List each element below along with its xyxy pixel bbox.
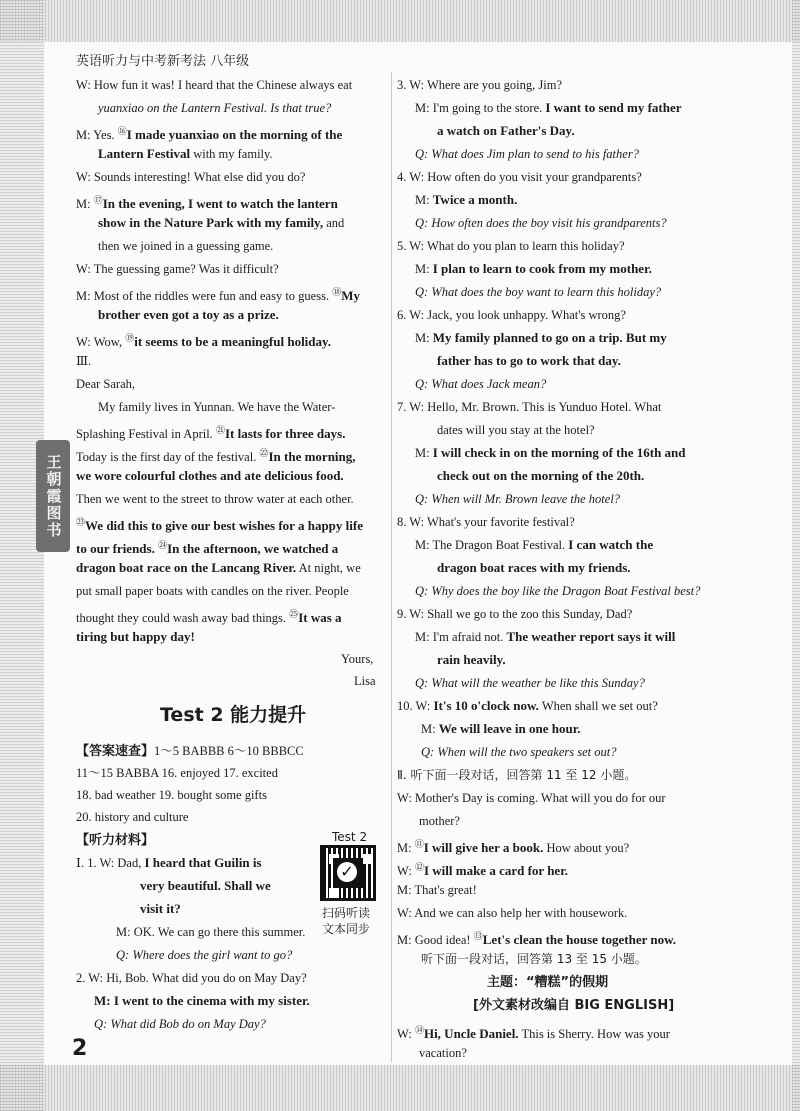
item-10-q: Q: When will the two speakers set out?: [421, 745, 617, 759]
item-9-m-cont: rain heavily.: [437, 652, 506, 667]
item-7-w-cont: dates will you stay at the hotel?: [437, 423, 595, 437]
dialogue-line: yuanxiao on the Lantern Festival. Is that true?: [98, 101, 332, 115]
item-6-m: M: My family planned to go on a trip. But my: [415, 330, 667, 345]
dialogue-c-line: vacation?: [419, 1046, 467, 1060]
column-divider: [391, 72, 392, 1062]
dialogue-b-line: W: ⑫I will make a card for her.: [397, 862, 569, 879]
question-2-prompt: Q: What did Bob do on May Day?: [94, 1017, 266, 1031]
item-7-q: Q: When will Mr. Brown leave the hotel?: [415, 492, 621, 506]
qr-caption-top: Test 2: [332, 830, 368, 844]
qr-caption-line-1: 扫码听读: [322, 906, 371, 920]
letter-greeting: Dear Sarah,: [76, 377, 135, 391]
item-6-q: Q: What does Jack mean?: [415, 377, 547, 391]
letter-line: we wore colourful clothes and ate delicious food.: [76, 468, 344, 483]
item-7-m-cont: check out on the morning of the 20th.: [437, 468, 645, 483]
listening-label: 【听力材料】: [76, 833, 155, 848]
item-7-m: M: I will check in on the morning of the 16th and: [415, 445, 686, 460]
dialogue-b-line: W: Mother's Day is coming. What will you do for our: [397, 791, 666, 805]
dialogue-c-line: W: ⑭Hi, Uncle Daniel. This is Sherry. How was your: [397, 1025, 670, 1042]
item-5-w: 5. W: What do you plan to learn this holiday?: [397, 239, 625, 253]
test-title: Test 2 能力提升: [160, 704, 307, 726]
side-tab: 王朝霞图书: [36, 440, 70, 552]
item-3-w: 3. W: Where are you going, Jim?: [397, 78, 563, 92]
dialogue-line: then we joined in a guessing game.: [98, 239, 274, 253]
section-13-intro: 听下面一段对话，回答第 13 至 15 小题。: [421, 952, 647, 966]
item-4-m: M: Twice a month.: [415, 192, 518, 207]
item-8-w: 8. W: What's your favorite festival?: [397, 515, 575, 529]
dialogue-b-line: M: Good idea! ⑬Let's clean the house together now.: [397, 931, 677, 948]
letter-line: tiring but happy day!: [76, 629, 195, 644]
question-2-reply: M: I went to the cinema with my sister.: [94, 993, 310, 1008]
item-7-w: 7. W: Hello, Mr. Brown. This is Yunduo Hotel. What: [397, 400, 662, 414]
dialogue-line: M: Yes. ⑯I made yuanxiao on the morning of the: [76, 126, 343, 143]
item-8-m: M: The Dragon Boat Festival. I can watch the: [415, 537, 654, 552]
dialogue-line: M: ⑰In the evening, I went to watch the lantern: [76, 195, 338, 212]
qr-code[interactable]: [320, 845, 376, 901]
dialogue-b-line: mother?: [419, 814, 460, 828]
item-8-m-cont: dragon boat races with my friends.: [437, 560, 631, 575]
letter-line: Then we went to the street to throw water at each other.: [76, 492, 354, 506]
letter-closing: Yours,: [341, 652, 374, 666]
letter-line: put small paper boats with candles on the river. People: [76, 584, 349, 598]
item-10-w: 10. W: It's 10 o'clock now. When shall we set out?: [397, 698, 658, 713]
dialogue-line: brother even got a toy as a prize.: [98, 307, 279, 322]
qr-caption-line-2: 文本同步: [322, 922, 371, 936]
page-number: 2: [72, 1036, 88, 1061]
letter-line: Today is the first day of the festival. $^㉒$In the morning,: [76, 448, 356, 465]
dialogue-line: W: Sounds interesting! What else did you do?: [76, 170, 306, 184]
question-1-line: Ⅰ. 1. W: Dad, I heard that Guilin is: [76, 855, 262, 870]
dialogue-b-line: W: And we can also help her with housework.: [397, 906, 628, 920]
letter-line: thought they could wash away bad things. $^㉕$It was a: [76, 609, 342, 626]
letter-line: My family lives in Yunnan. We have the Water-: [98, 400, 336, 414]
item-8-q: Q: Why does the boy like the Dragon Boat Festival best?: [415, 584, 701, 598]
item-9-q: Q: What will the weather be like this Sunday?: [415, 676, 645, 690]
scan-border-bottom: [0, 1065, 800, 1111]
question-1-line: visit it?: [140, 901, 181, 916]
letter-line: dragon boat race on the Lancang River. At night, we: [76, 560, 361, 575]
item-4-q: Q: How often does the boy visit his grandparents?: [415, 216, 667, 230]
dialogue-line: M: Most of the riddles were fun and easy to guess. ⑱My: [76, 287, 360, 304]
dialogue-line: W: The guessing game? Was it difficult?: [76, 262, 279, 276]
letter-line: to our friends. $^㉔$In the afternoon, we watched a: [76, 540, 339, 557]
answer-row: 18. bad weather 19. bought some gifts: [76, 788, 267, 802]
scan-border-left: [0, 0, 44, 1111]
item-3-m-cont: a watch on Father's Day.: [437, 123, 575, 138]
question-1-reply: M: OK. We can go there this summer.: [116, 925, 306, 939]
item-3-m: M: I'm going to the store. I want to send my father: [415, 100, 682, 115]
answer-row: 20. history and culture: [76, 810, 189, 824]
question-1-prompt: Q: Where does the girl want to go?: [116, 948, 293, 962]
letter-signature: Lisa: [354, 674, 376, 688]
check-icon: ✓: [337, 862, 357, 882]
question-1-line: very beautiful. Shall we: [140, 878, 271, 893]
item-6-m-cont: father has to go to work that day.: [437, 353, 621, 368]
dialogue-line: show in the Nature Park with my family, and: [98, 215, 345, 230]
answer-row: 11～15 BABBA 16. enjoyed 17. excited: [76, 766, 278, 780]
dialogue-line: Lantern Festival with my family.: [98, 146, 273, 161]
item-10-m: M: We will leave in one hour.: [421, 721, 581, 736]
answer-row: 【答案速查】1～5 BABBB 6～10 BBBCC: [76, 744, 304, 759]
item-3-q: Q: What does Jim plan to send to his father?: [415, 147, 639, 161]
theme-heading: 主题：“糟糕”的假期: [487, 975, 609, 990]
item-9-m: M: I'm afraid not. The weather report says it will: [415, 629, 676, 644]
item-4-w: 4. W: How often do you visit your grandparents?: [397, 170, 642, 184]
item-5-q: Q: What does the boy want to learn this holiday?: [415, 285, 662, 299]
letter-line: $^㉓$We did this to give our best wishes for a happy life: [76, 517, 363, 534]
dialogue-b-line: M: ⑪I will give her a book. How about you?: [397, 839, 630, 856]
item-5-m: M: I plan to learn to cook from my mother.: [415, 261, 652, 276]
item-6-w: 6. W: Jack, you look unhappy. What's wrong?: [397, 308, 626, 322]
dialogue-b-line: M: That's great!: [397, 883, 477, 897]
item-9-w: 9. W: Shall we go to the zoo this Sunday, Dad?: [397, 607, 633, 621]
dialogue-line: W: How fun it was! I heard that the Chinese always eat: [76, 78, 353, 92]
scan-border-top: [0, 0, 800, 42]
running-header: 英语听力与中考新考法 八年级: [76, 54, 250, 69]
section-2-intro: Ⅱ. 听下面一段对话，回答第 11 至 12 小题。: [397, 768, 637, 782]
dialogue-line: W: Wow, ⑲it seems to be a meaningful holiday.: [76, 333, 332, 350]
question-2-line: 2. W: Hi, Bob. What did you do on May Day?: [76, 971, 307, 985]
scan-border-right: [792, 0, 800, 1111]
letter-line: Splashing Festival in April. $^㉑$It lasts for three days.: [76, 425, 346, 442]
section-3-label: Ⅲ.: [76, 354, 92, 368]
source-note: [外文素材改编自 BIG ENGLISH]: [473, 998, 675, 1013]
